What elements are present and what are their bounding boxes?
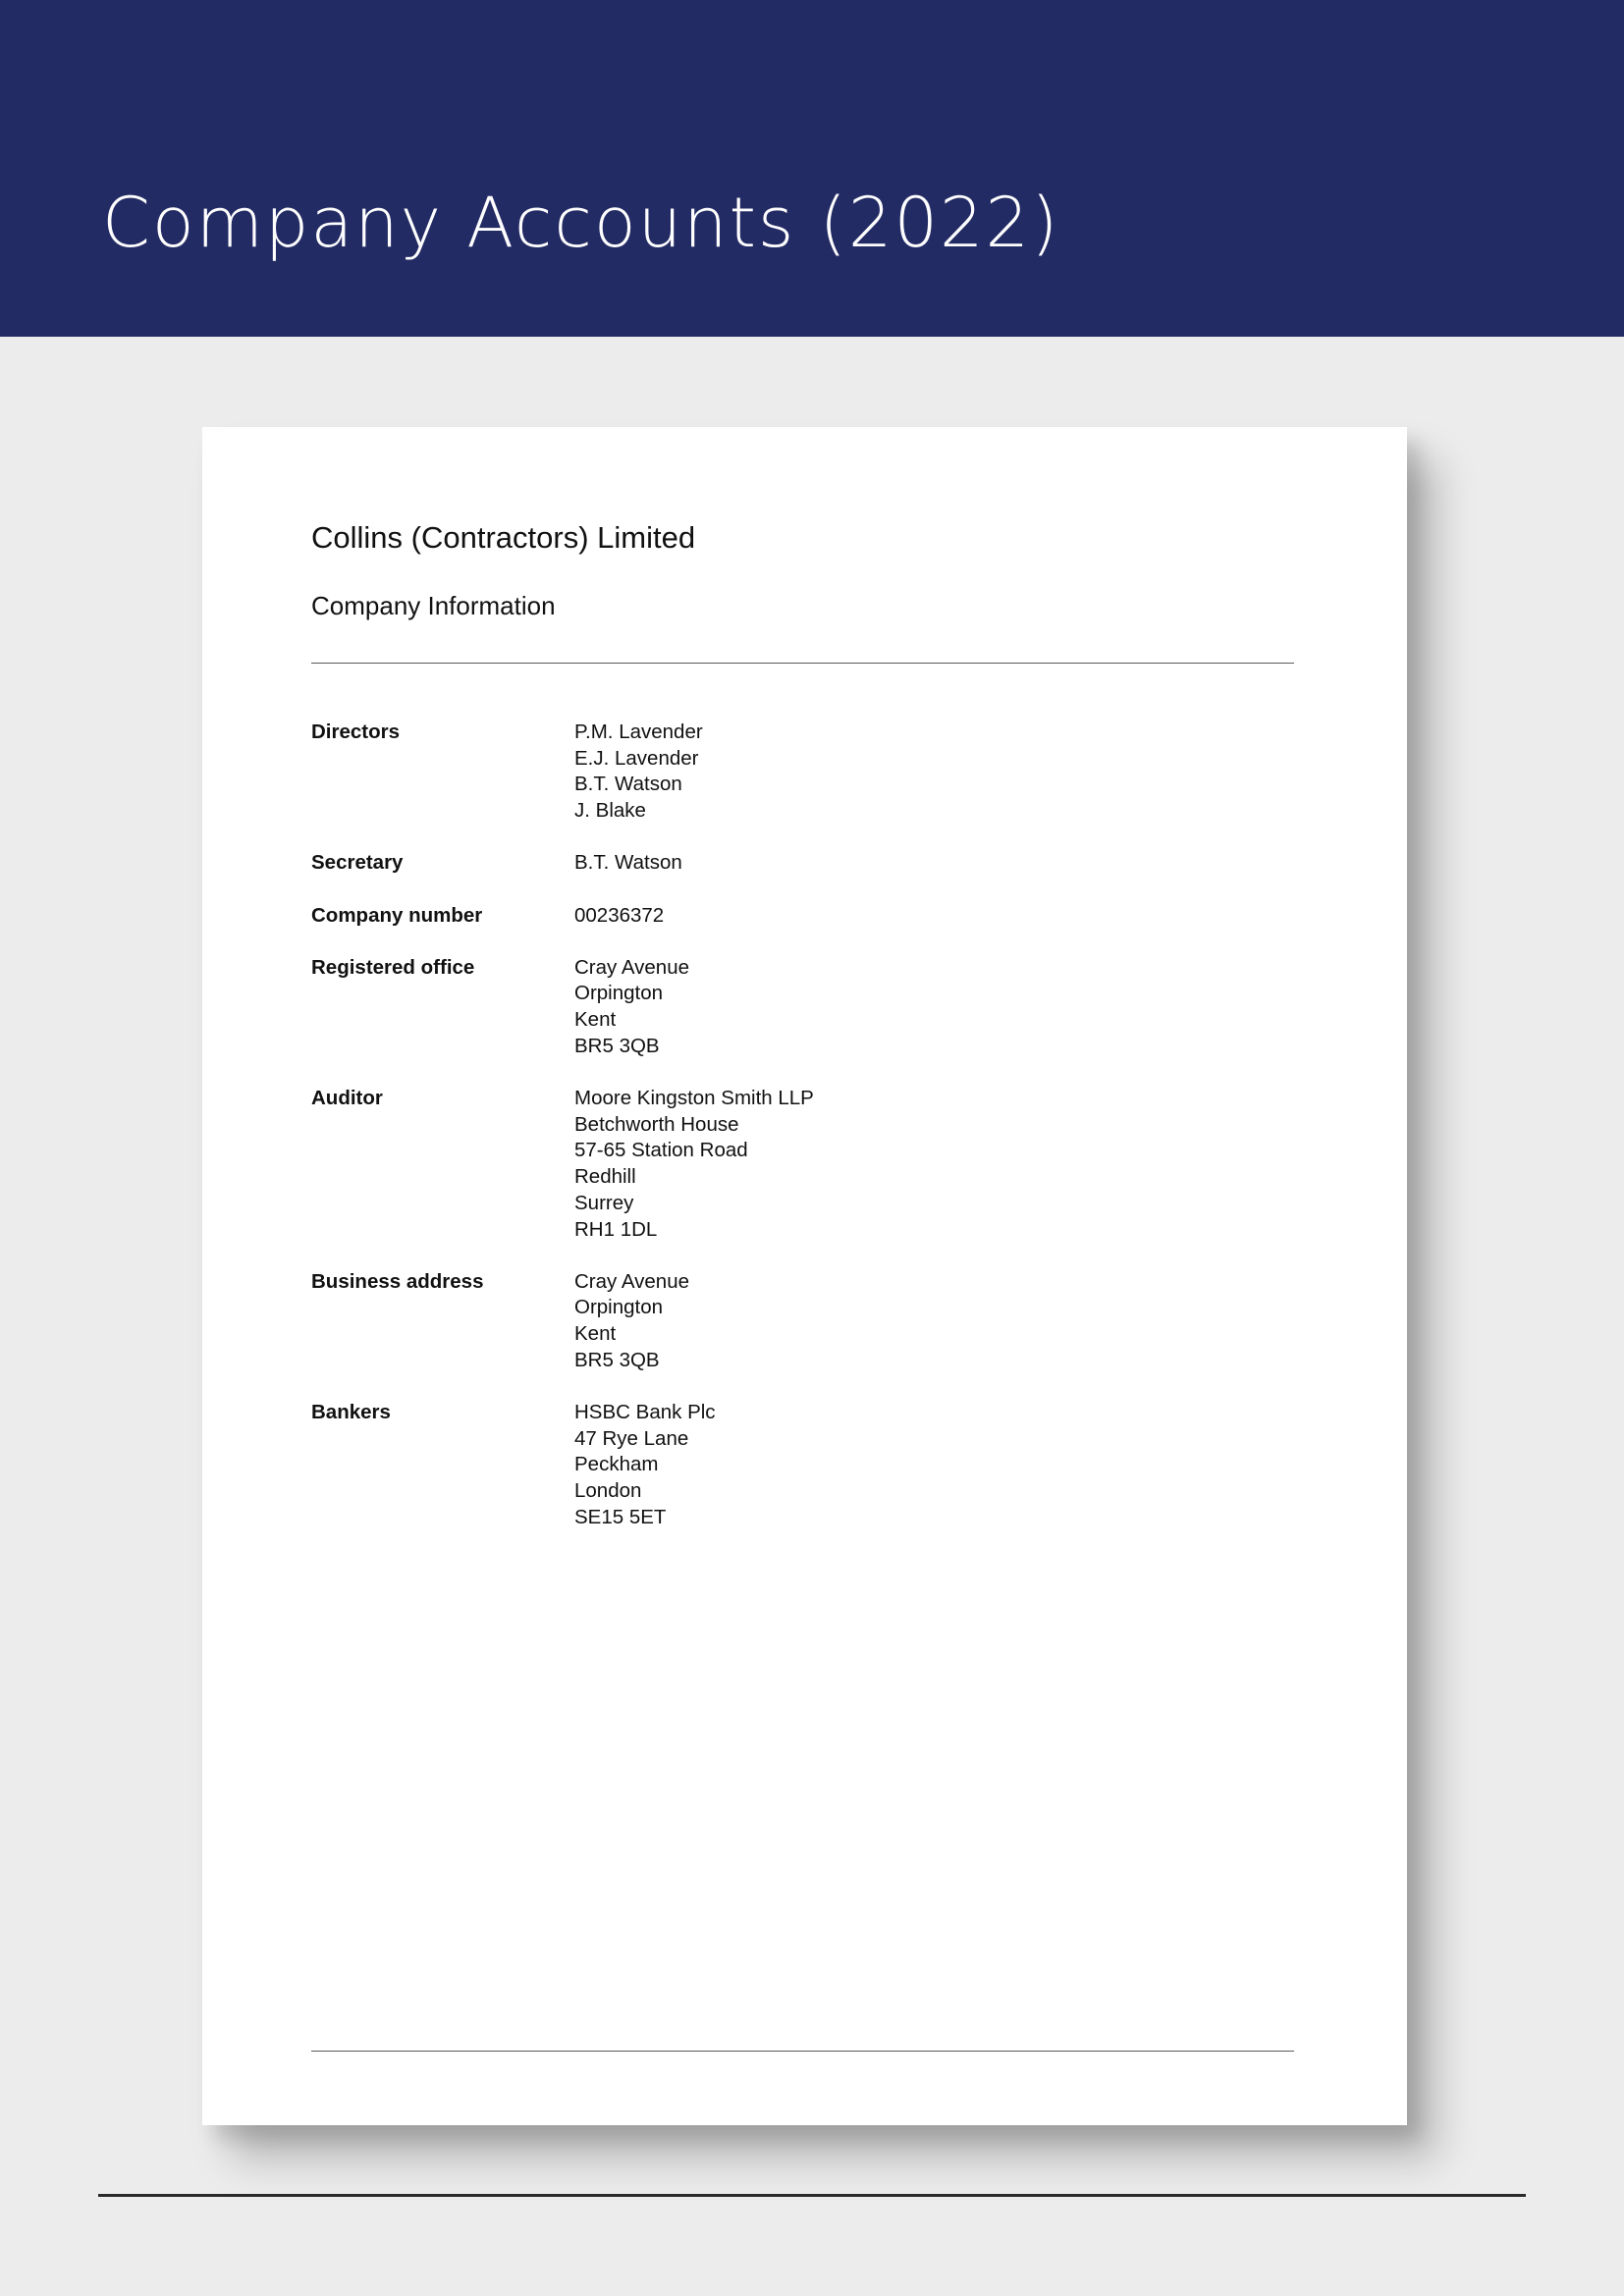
document-page: [202, 427, 1407, 2125]
info-label: Directors: [311, 721, 401, 743]
info-label: Secretary: [311, 851, 404, 875]
info-row-business-address: [311, 1269, 1294, 1374]
info-value: B.T. Watson: [574, 773, 682, 796]
info-value: 47 Rye Lane: [574, 1426, 689, 1450]
info-values: [574, 720, 1294, 825]
info-row-secretary: [311, 850, 1294, 877]
info-value: BR5 3QB: [574, 1348, 660, 1371]
info-value: Cray Avenue: [574, 955, 690, 979]
info-row-company-number: [311, 903, 1294, 930]
info-value: B.T. Watson: [574, 851, 682, 875]
info-label: Bankers: [311, 1401, 391, 1424]
info-value: J. Blake: [574, 799, 646, 823]
info-values: [574, 1269, 1294, 1374]
info-value: Cray Avenue: [574, 1269, 690, 1293]
company-name: Collins (Contractors) Limited: [311, 520, 696, 555]
section-title: Company Information: [311, 591, 556, 620]
info-row-directors: [311, 720, 1294, 825]
info-value: HSBC Bank Plc: [574, 1401, 716, 1424]
info-label: Business address: [311, 1269, 484, 1293]
info-value: E.J. Lavender: [574, 746, 699, 770]
info-value: Surrey: [574, 1191, 634, 1214]
info-row-auditor: [311, 1086, 1294, 1243]
info-label: Auditor: [311, 1087, 383, 1110]
info-values: [574, 1400, 1294, 1531]
top-divider: [311, 663, 1294, 664]
info-row-bankers: [311, 1400, 1294, 1531]
header-banner: [0, 0, 1624, 337]
bottom-divider: [311, 2051, 1294, 2052]
info-value: RH1 1DL: [574, 1217, 658, 1241]
info-value: Orpington: [574, 982, 664, 1005]
info-value: 57-65 Station Road: [574, 1139, 748, 1162]
info-values: [574, 1086, 1294, 1243]
info-value: 00236372: [574, 903, 665, 927]
info-value: Redhill: [574, 1165, 636, 1189]
info-values: [574, 955, 1294, 1060]
info-value: Peckham: [574, 1453, 659, 1476]
info-value: Kent: [574, 1008, 617, 1032]
footer-divider: [98, 2194, 1526, 2197]
company-info-list: [311, 720, 1294, 1557]
info-value: Orpington: [574, 1296, 664, 1319]
info-value: London: [574, 1479, 642, 1503]
info-value: Moore Kingston Smith LLP: [574, 1087, 814, 1110]
info-value: P.M. Lavender: [574, 721, 703, 743]
info-label: Registered office: [311, 955, 475, 979]
info-value: SE15 5ET: [574, 1505, 667, 1528]
info-values: [574, 850, 1294, 877]
info-value: Betchworth House: [574, 1112, 739, 1136]
page-title: Company Accounts (2022): [102, 183, 1060, 263]
info-values: [574, 903, 1294, 930]
info-value: BR5 3QB: [574, 1034, 660, 1057]
info-row-registered-office: [311, 955, 1294, 1060]
info-label: Company number: [311, 903, 483, 927]
info-value: Kent: [574, 1322, 617, 1346]
